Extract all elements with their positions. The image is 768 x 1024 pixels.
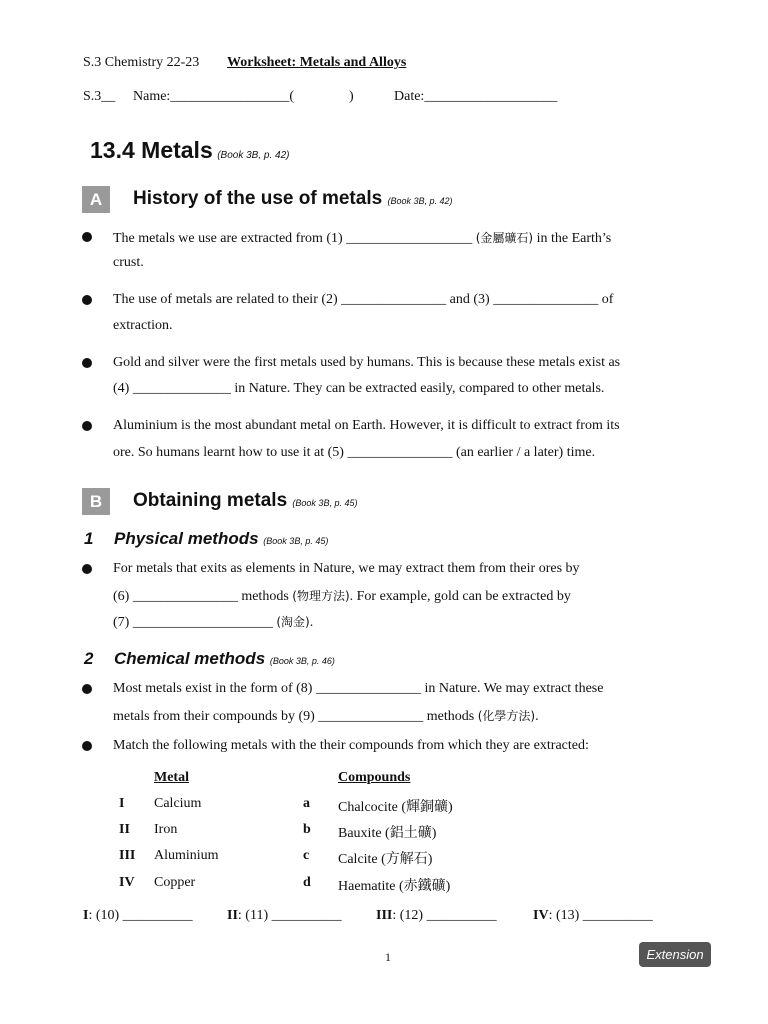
- zh-term: (淘金): [276, 615, 310, 629]
- text: in the Earth’s: [533, 231, 612, 246]
- section-a-bullet-2-line-1: The use of metals are related to their (2) _______________ and (3) _______________ of: [113, 292, 614, 307]
- table-row-metal: Aluminium: [154, 848, 219, 863]
- section-a-bullet-3-line-2: (4) ______________ in Nature. They can be extracted easily, compared to other metals.: [113, 381, 605, 396]
- main-heading: [90, 137, 289, 164]
- section-a-ref: (Book 3B, p. 42): [387, 196, 453, 206]
- table-row-letter: a: [303, 796, 310, 811]
- section-a-bullet-4-line-2: ore. So humans learnt how to use it at (5) _______________ (an earlier / a later) time.: [113, 445, 596, 460]
- sub2-bullet-1-line-2: [113, 707, 539, 725]
- sub2-bullet-1-line-1: Most metals exist in the form of (8) _______________ in Nature. We may extract these: [113, 681, 604, 696]
- bullet-icon: [82, 684, 92, 694]
- section-a-bullet-3-line-1: Gold and silver were the first metals used by humans. This is because these metals exist as: [113, 355, 621, 370]
- answer-label: IV: [533, 908, 549, 923]
- answer-line: : (12) __________: [392, 908, 497, 923]
- text: metals from their compounds by (9) _______________ methods: [113, 709, 478, 724]
- name-field: Name:_________________(: [133, 89, 294, 104]
- subsection-2-number: 2: [84, 649, 94, 668]
- bullet-icon: [82, 741, 92, 751]
- text: .: [535, 709, 539, 724]
- section-a-badge: A: [82, 186, 110, 213]
- answer-blank-13[interactable]: [533, 908, 653, 924]
- subsection-1-title: [114, 529, 328, 549]
- text: . For example, gold can be extracted by: [349, 589, 571, 604]
- table-row-compound: Haematite (赤鐵礦): [338, 879, 451, 894]
- answer-blank-12[interactable]: [376, 908, 497, 924]
- table-row-roman: I: [119, 796, 125, 811]
- table-row-roman: III: [119, 848, 136, 863]
- text: .: [309, 615, 314, 630]
- table-row-compound: Calcite (方解石): [338, 852, 433, 867]
- table-row-compound: Chalcocite (輝銅礦): [338, 800, 453, 815]
- extension-tab[interactable]: Extension: [639, 942, 711, 967]
- table-row-roman: IV: [119, 875, 135, 890]
- text: (7) ____________________: [113, 615, 277, 630]
- subsection-1-title-text: Physical methods: [114, 529, 259, 548]
- section-a-bullet-2-line-2: extraction.: [113, 318, 173, 333]
- text: The metals we use are extracted from (1) __________________: [113, 231, 476, 246]
- answer-blank-11[interactable]: [227, 908, 342, 924]
- section-b-title: [133, 490, 357, 512]
- answer-label: I: [83, 908, 89, 923]
- zh-term: (金屬礦石): [475, 231, 534, 245]
- answer-blank-10[interactable]: [83, 908, 193, 924]
- subsection-2-ref: (Book 3B, p. 46): [269, 656, 335, 666]
- section-a-bullet-1-line-2: crust.: [113, 255, 144, 270]
- course-label: S.3 Chemistry 22-23: [83, 55, 200, 70]
- zh-term: (物理方法): [292, 589, 350, 603]
- table-row-letter: c: [303, 848, 310, 863]
- subsection-1-ref: (Book 3B, p. 45): [263, 536, 329, 546]
- class-number-paren: ): [349, 89, 354, 104]
- bullet-icon: [82, 232, 92, 242]
- answer-line: : (10) __________: [88, 908, 193, 923]
- main-heading-title: 13.4 Metals: [90, 137, 213, 163]
- subsection-1-number: 1: [84, 529, 94, 548]
- section-a-bullet-4-line-1: Aluminium is the most abundant metal on Earth. However, it is difficult to extract from its: [113, 418, 620, 433]
- section-b-title-text: Obtaining metals: [133, 490, 288, 511]
- section-b-badge: B: [82, 488, 110, 515]
- bullet-icon: [82, 295, 92, 305]
- section-a-title: [133, 188, 453, 210]
- main-heading-ref: (Book 3B, p. 42): [217, 150, 290, 161]
- section-a-bullet-1-line-1: [113, 229, 611, 247]
- sub2-bullet-2: Match the following metals with the their compounds from which they are extracted:: [113, 738, 589, 753]
- metal-column-header: Metal: [154, 770, 189, 785]
- answer-line: : (13) __________: [548, 908, 653, 923]
- table-row-letter: d: [303, 875, 311, 890]
- table-row-letter: b: [303, 822, 311, 837]
- class-field: S.3__: [83, 89, 116, 104]
- text: (6) _______________ methods: [113, 589, 293, 604]
- page-number: 1: [385, 950, 391, 964]
- subsection-2-title-text: Chemical methods: [114, 649, 266, 668]
- section-a-title-text: History of the use of metals: [133, 188, 383, 209]
- sub1-bullet-line-1: For metals that exits as elements in Nature, we may extract them from their ores by: [113, 561, 580, 576]
- answer-label: III: [376, 908, 393, 923]
- bullet-icon: [82, 421, 92, 431]
- bullet-icon: [82, 358, 92, 368]
- worksheet-title: Worksheet: Metals and Alloys: [227, 55, 407, 70]
- bullet-icon: [82, 564, 92, 574]
- table-row-roman: II: [119, 822, 130, 837]
- table-row-metal: Iron: [154, 822, 178, 837]
- section-b-ref: (Book 3B, p. 45): [292, 498, 358, 508]
- sub1-bullet-line-3: [113, 613, 313, 631]
- date-field: Date:___________________: [394, 89, 558, 104]
- table-row-metal: Copper: [154, 875, 196, 890]
- answer-line: : (11) __________: [237, 908, 342, 923]
- table-row-compound: Bauxite (鋁土礦): [338, 826, 437, 841]
- table-row-metal: Calcium: [154, 796, 202, 811]
- subsection-2-title: [114, 649, 335, 669]
- sub1-bullet-line-2: [113, 587, 571, 605]
- zh-term: (化學方法): [477, 709, 536, 723]
- compound-column-header: Compounds: [338, 770, 411, 785]
- answer-label: II: [227, 908, 238, 923]
